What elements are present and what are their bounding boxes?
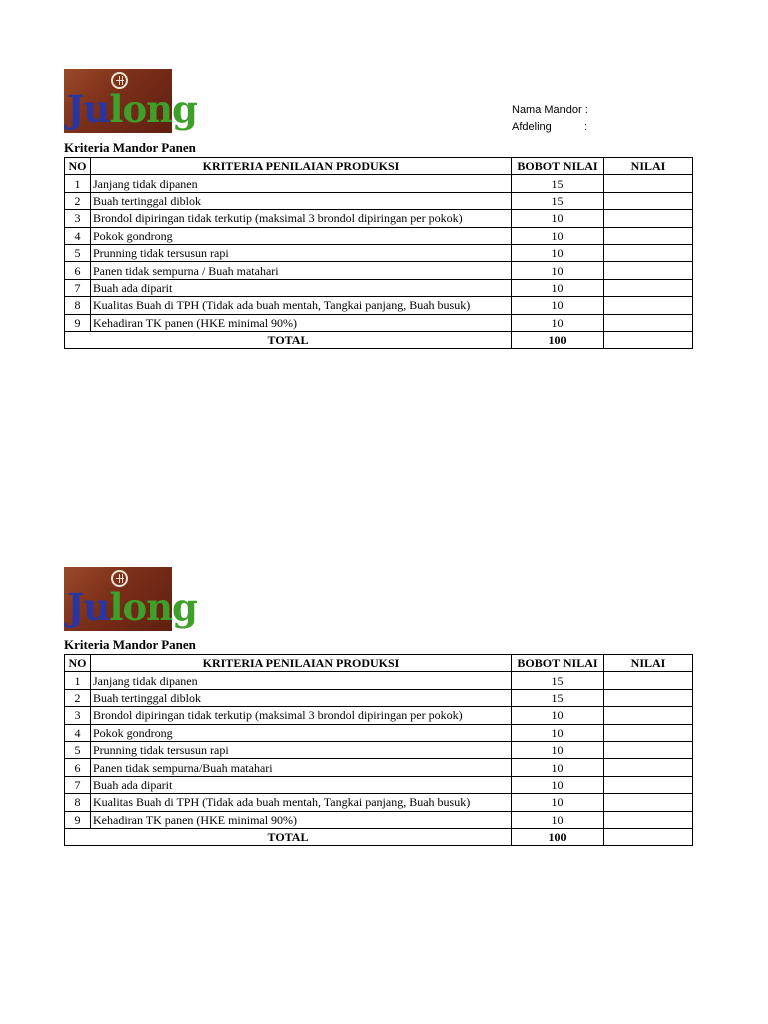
cell-nilai[interactable] xyxy=(604,314,693,331)
cell-kriteria: Buah tertinggal diblok xyxy=(91,689,512,706)
cell-kriteria: Brondol dipiringan tidak terkutip (maksimal 3 brondol dipiringan per pokok) xyxy=(91,707,512,724)
cell-nilai[interactable] xyxy=(604,192,693,209)
table-row xyxy=(65,262,693,279)
cell-bobot: 10 xyxy=(512,759,604,776)
table-row xyxy=(65,741,693,758)
cell-nilai[interactable] xyxy=(604,175,693,192)
col-header-nilai: NILAI xyxy=(604,655,693,672)
cell-no: 9 xyxy=(65,811,91,828)
cell-no: 2 xyxy=(65,689,91,706)
cell-bobot: 15 xyxy=(512,192,604,209)
col-header-bobot: BOBOT NILAI xyxy=(512,158,604,175)
total-nilai[interactable] xyxy=(604,331,693,348)
cell-bobot: 10 xyxy=(512,210,604,227)
table-row xyxy=(65,794,693,811)
col-header-kriteria: KRITERIA PENILAIAN PRODUKSI xyxy=(91,158,512,175)
cell-nilai[interactable] xyxy=(604,244,693,261)
total-row xyxy=(65,828,693,845)
total-nilai[interactable] xyxy=(604,828,693,845)
cell-nilai[interactable] xyxy=(604,262,693,279)
header-fields xyxy=(512,102,587,136)
table-row xyxy=(65,279,693,296)
cell-bobot: 15 xyxy=(512,672,604,689)
cell-no: 8 xyxy=(65,794,91,811)
cell-no: 1 xyxy=(65,175,91,192)
table-row xyxy=(65,811,693,828)
cell-kriteria: Janjang tidak dipanen xyxy=(91,175,512,192)
cell-bobot: 10 xyxy=(512,297,604,314)
table-row xyxy=(65,210,693,227)
cell-nilai[interactable] xyxy=(604,227,693,244)
cell-no: 8 xyxy=(65,297,91,314)
cell-no: 6 xyxy=(65,262,91,279)
cell-no: 3 xyxy=(65,210,91,227)
table-row xyxy=(65,776,693,793)
cell-kriteria: Prunning tidak tersusun rapi xyxy=(91,741,512,758)
cell-bobot: 10 xyxy=(512,227,604,244)
cell-kriteria: Janjang tidak dipanen xyxy=(91,672,512,689)
logo-wordmark: Julong xyxy=(67,585,197,629)
field-afdeling xyxy=(512,119,587,136)
table-row xyxy=(65,175,693,192)
cell-bobot: 10 xyxy=(512,794,604,811)
table-row xyxy=(65,672,693,689)
cell-kriteria: Buah ada diparit xyxy=(91,279,512,296)
cell-bobot: 10 xyxy=(512,262,604,279)
cell-no: 9 xyxy=(65,314,91,331)
form-title: Kriteria Mandor Panen xyxy=(64,140,196,155)
cell-bobot: 10 xyxy=(512,314,604,331)
cell-nilai[interactable] xyxy=(604,794,693,811)
julong-logo xyxy=(64,69,197,133)
cell-bobot: 10 xyxy=(512,244,604,261)
cell-bobot: 15 xyxy=(512,175,604,192)
cell-no: 6 xyxy=(65,759,91,776)
col-header-bobot: BOBOT NILAI xyxy=(512,655,604,672)
col-header-kriteria: KRITERIA PENILAIAN PRODUKSI xyxy=(91,655,512,672)
cell-bobot: 15 xyxy=(512,689,604,706)
table-row xyxy=(65,759,693,776)
cell-nilai[interactable] xyxy=(604,741,693,758)
table-row xyxy=(65,707,693,724)
cell-nilai[interactable] xyxy=(604,811,693,828)
table-header-row xyxy=(65,655,693,672)
cell-no: 5 xyxy=(65,741,91,758)
table-row xyxy=(65,244,693,261)
table-row xyxy=(65,297,693,314)
logo-wordmark: Julong xyxy=(67,87,197,131)
col-header-no: NO xyxy=(65,655,91,672)
field-label: Nama Mandor : xyxy=(512,104,588,116)
cell-no: 4 xyxy=(65,724,91,741)
cell-nilai[interactable] xyxy=(604,689,693,706)
total-label: TOTAL xyxy=(65,828,512,845)
form-title: Kriteria Mandor Panen xyxy=(64,637,196,652)
table-header-row xyxy=(65,158,693,175)
cell-no: 4 xyxy=(65,227,91,244)
table-row xyxy=(65,689,693,706)
cell-bobot: 10 xyxy=(512,776,604,793)
cell-kriteria: Kehadiran TK panen (HKE minimal 90%) xyxy=(91,314,512,331)
cell-kriteria: Pokok gondrong xyxy=(91,724,512,741)
cell-kriteria: Buah tertinggal diblok xyxy=(91,192,512,209)
cell-no: 7 xyxy=(65,279,91,296)
field-label: Afdeling xyxy=(512,121,552,133)
table-row xyxy=(65,314,693,331)
table-row xyxy=(65,227,693,244)
field-value: : xyxy=(584,121,588,133)
cell-bobot: 10 xyxy=(512,279,604,296)
cell-nilai[interactable] xyxy=(604,297,693,314)
cell-no: 2 xyxy=(65,192,91,209)
col-header-no: NO xyxy=(65,158,91,175)
cell-no: 7 xyxy=(65,776,91,793)
cell-kriteria: Kualitas Buah di TPH (Tidak ada buah mentah, Tangkai panjang, Buah busuk) xyxy=(91,297,512,314)
cell-nilai[interactable] xyxy=(604,759,693,776)
cell-no: 3 xyxy=(65,707,91,724)
table-row xyxy=(65,724,693,741)
col-header-nilai: NILAI xyxy=(604,158,693,175)
total-row xyxy=(65,331,693,348)
total-label: TOTAL xyxy=(65,331,512,348)
cell-nilai[interactable] xyxy=(604,776,693,793)
cell-kriteria: Panen tidak sempurna/Buah matahari xyxy=(91,759,512,776)
cell-nilai[interactable] xyxy=(604,724,693,741)
cell-bobot: 10 xyxy=(512,741,604,758)
total-value: 100 xyxy=(512,331,604,348)
criteria-table xyxy=(64,157,693,349)
cell-kriteria: Prunning tidak tersusun rapi xyxy=(91,244,512,261)
field-nama-mandor xyxy=(512,102,587,119)
cell-kriteria: Buah ada diparit xyxy=(91,776,512,793)
cell-kriteria: Kehadiran TK panen (HKE minimal 90%) xyxy=(91,811,512,828)
cell-no: 5 xyxy=(65,244,91,261)
cell-nilai[interactable] xyxy=(604,672,693,689)
cell-nilai[interactable] xyxy=(604,707,693,724)
total-value: 100 xyxy=(512,828,604,845)
cell-kriteria: Brondol dipiringan tidak terkutip (maksimal 3 brondol dipiringan per pokok) xyxy=(91,210,512,227)
cell-kriteria: Kualitas Buah di TPH (Tidak ada buah mentah, Tangkai panjang, Buah busuk) xyxy=(91,794,512,811)
cell-bobot: 10 xyxy=(512,707,604,724)
julong-logo xyxy=(64,567,197,631)
cell-no: 1 xyxy=(65,672,91,689)
cell-kriteria: Panen tidak sempurna / Buah matahari xyxy=(91,262,512,279)
cell-bobot: 10 xyxy=(512,724,604,741)
cell-bobot: 10 xyxy=(512,811,604,828)
cell-kriteria: Pokok gondrong xyxy=(91,227,512,244)
cell-nilai[interactable] xyxy=(604,279,693,296)
table-row xyxy=(65,192,693,209)
cell-nilai[interactable] xyxy=(604,210,693,227)
criteria-table xyxy=(64,654,693,846)
